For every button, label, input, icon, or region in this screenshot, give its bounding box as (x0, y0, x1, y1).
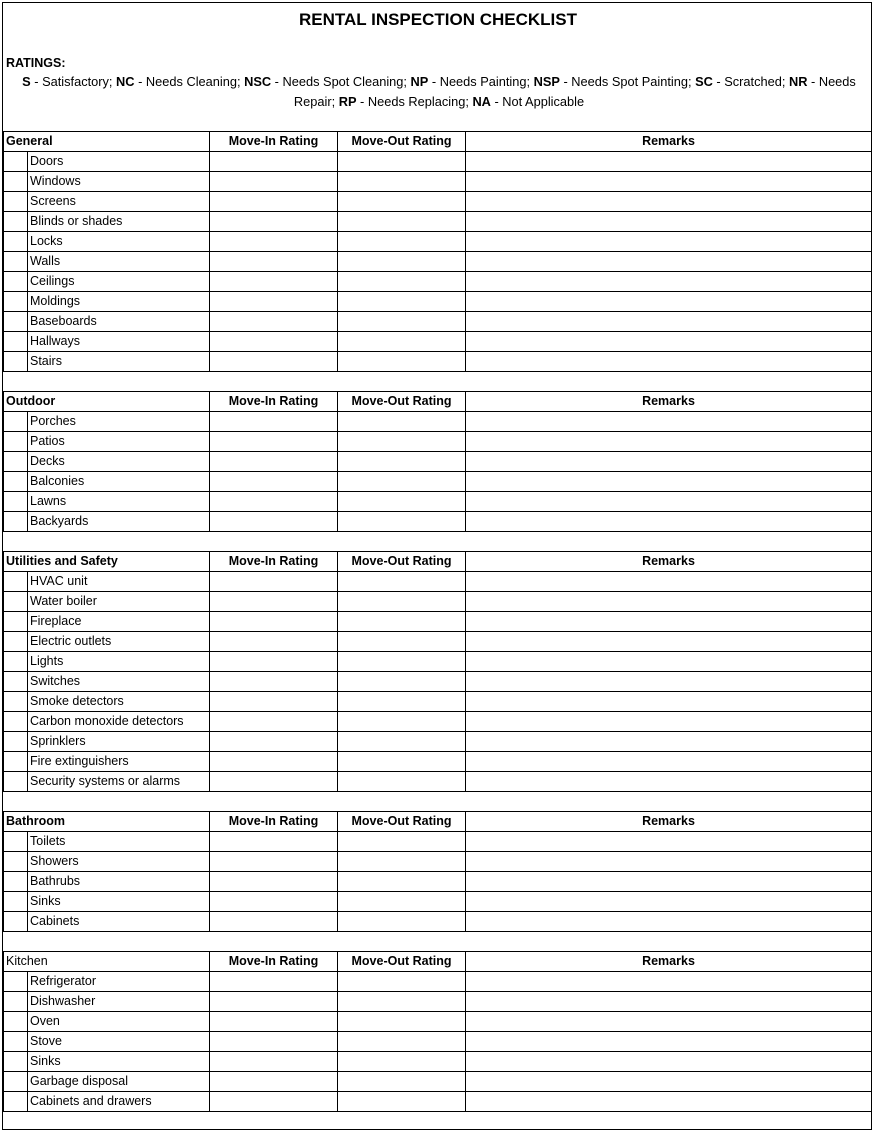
section-header-row (4, 812, 872, 832)
item-label: Backyards (28, 512, 210, 532)
table-row (4, 172, 872, 192)
move-in-rating-header: Move-In Rating (210, 952, 338, 972)
move-in-rating-cell[interactable] (210, 652, 338, 672)
item-label: Showers (28, 852, 210, 872)
item-label: Cabinets and drawers (28, 1092, 210, 1112)
move-out-rating-cell[interactable] (338, 752, 466, 772)
checklist-sheet (2, 2, 872, 1130)
item-label: Windows (28, 172, 210, 192)
table-row (4, 192, 872, 212)
remarks-cell[interactable] (466, 612, 872, 632)
move-out-rating-cell[interactable] (338, 312, 466, 332)
move-in-rating-cell[interactable] (210, 432, 338, 452)
table-row (4, 872, 872, 892)
row-indent-cell (4, 572, 28, 592)
move-in-rating-cell[interactable] (210, 892, 338, 912)
row-indent-cell (4, 872, 28, 892)
item-label: Electric outlets (28, 632, 210, 652)
table-row (4, 652, 872, 672)
legend-code: SC (695, 74, 713, 89)
item-label: Decks (28, 452, 210, 472)
remarks-cell[interactable] (466, 852, 872, 872)
move-in-rating-header: Move-In Rating (210, 132, 338, 152)
move-in-rating-header: Move-In Rating (210, 392, 338, 412)
item-label: Bathrubs (28, 872, 210, 892)
table-row (4, 232, 872, 252)
item-label: Stove (28, 1032, 210, 1052)
move-out-rating-cell[interactable] (338, 172, 466, 192)
item-label: Sinks (28, 892, 210, 912)
row-indent-cell (4, 352, 28, 372)
move-in-rating-cell[interactable] (210, 912, 338, 932)
move-in-rating-cell[interactable] (210, 212, 338, 232)
table-row (4, 492, 872, 512)
remarks-cell[interactable] (466, 632, 872, 652)
legend-description: - Needs Replacing; (356, 94, 473, 109)
move-in-rating-cell[interactable] (210, 972, 338, 992)
table-row (4, 1072, 872, 1092)
remarks-cell[interactable] (466, 732, 872, 752)
move-in-rating-cell[interactable] (210, 632, 338, 652)
legend-description: - Needs Spot Cleaning; (271, 74, 411, 89)
legend-description: - Scratched; (712, 74, 789, 89)
item-label: Hallways (28, 332, 210, 352)
remarks-cell[interactable] (466, 432, 872, 452)
spacer-cell (4, 532, 872, 552)
row-indent-cell (4, 452, 28, 472)
row-indent-cell (4, 192, 28, 212)
row-indent-cell (4, 512, 28, 532)
section-spacer-row (4, 372, 872, 392)
remarks-cell[interactable] (466, 872, 872, 892)
remarks-cell[interactable] (466, 992, 872, 1012)
move-out-rating-header: Move-Out Rating (338, 392, 466, 412)
table-row (4, 292, 872, 312)
move-out-rating-cell[interactable] (338, 992, 466, 1012)
legend-code: NR (788, 74, 808, 89)
row-indent-cell (4, 592, 28, 612)
table-row (4, 992, 872, 1012)
table-row (4, 752, 872, 772)
move-out-rating-cell[interactable] (338, 1012, 466, 1032)
section-title: Utilities and Safety (4, 552, 210, 572)
move-in-rating-cell[interactable] (210, 232, 338, 252)
inspection-table (3, 131, 872, 1130)
table-row (4, 712, 872, 732)
item-label: Moldings (28, 292, 210, 312)
spacer-cell (4, 372, 872, 392)
section-title: Kitchen (4, 952, 210, 972)
move-out-rating-cell[interactable] (338, 912, 466, 932)
remarks-header: Remarks (466, 392, 872, 412)
remarks-cell[interactable] (466, 252, 872, 272)
move-in-rating-cell[interactable] (210, 572, 338, 592)
move-out-rating-cell[interactable] (338, 712, 466, 732)
section-title: Bathroom (4, 812, 210, 832)
table-row (4, 1052, 872, 1072)
section-spacer-row (4, 532, 872, 552)
row-indent-cell (4, 972, 28, 992)
move-in-rating-cell[interactable] (210, 612, 338, 632)
move-out-rating-cell[interactable] (338, 1072, 466, 1092)
table-row (4, 272, 872, 292)
table-row (4, 592, 872, 612)
remarks-cell[interactable] (466, 712, 872, 732)
row-indent-cell (4, 312, 28, 332)
move-in-rating-cell[interactable] (210, 772, 338, 792)
move-in-rating-header: Move-In Rating (210, 812, 338, 832)
table-row (4, 412, 872, 432)
table-row (4, 312, 872, 332)
row-indent-cell (4, 912, 28, 932)
legend-code: NSP (533, 74, 560, 89)
move-in-rating-cell[interactable] (210, 452, 338, 472)
move-out-rating-cell[interactable] (338, 292, 466, 312)
item-label: Dishwasher (28, 992, 210, 1012)
item-label: Screens (28, 192, 210, 212)
move-in-rating-cell[interactable] (210, 472, 338, 492)
move-out-rating-cell[interactable] (338, 692, 466, 712)
table-row (4, 472, 872, 492)
row-indent-cell (4, 612, 28, 632)
row-indent-cell (4, 1012, 28, 1032)
remarks-cell[interactable] (466, 1072, 872, 1092)
item-label: Carbon monoxide detectors (28, 712, 210, 732)
row-indent-cell (4, 832, 28, 852)
move-in-rating-cell[interactable] (210, 492, 338, 512)
spacer-cell (4, 1112, 872, 1131)
move-out-rating-cell[interactable] (338, 432, 466, 452)
move-out-rating-cell[interactable] (338, 612, 466, 632)
remarks-cell[interactable] (466, 912, 872, 932)
table-row (4, 452, 872, 472)
item-label: Lights (28, 652, 210, 672)
section-title: Outdoor (4, 392, 210, 412)
row-indent-cell (4, 992, 28, 1012)
move-out-rating-header: Move-Out Rating (338, 552, 466, 572)
move-out-rating-cell[interactable] (338, 452, 466, 472)
move-out-rating-cell[interactable] (338, 632, 466, 652)
move-in-rating-cell[interactable] (210, 832, 338, 852)
item-label: Water boiler (28, 592, 210, 612)
row-indent-cell (4, 212, 28, 232)
move-in-rating-cell[interactable] (210, 992, 338, 1012)
item-label: Switches (28, 672, 210, 692)
remarks-cell[interactable] (466, 512, 872, 532)
spacer-cell (4, 932, 872, 952)
table-row (4, 972, 872, 992)
row-indent-cell (4, 332, 28, 352)
move-in-rating-cell[interactable] (210, 192, 338, 212)
item-label: Fire extinguishers (28, 752, 210, 772)
row-indent-cell (4, 1032, 28, 1052)
table-row (4, 1032, 872, 1052)
move-out-rating-cell[interactable] (338, 852, 466, 872)
move-out-rating-cell[interactable] (338, 352, 466, 372)
section-header-row (4, 392, 872, 412)
move-in-rating-cell[interactable] (210, 272, 338, 292)
remarks-cell[interactable] (466, 412, 872, 432)
row-indent-cell (4, 152, 28, 172)
table-row (4, 332, 872, 352)
table-row (4, 512, 872, 532)
row-indent-cell (4, 232, 28, 252)
table-row (4, 732, 872, 752)
move-out-rating-cell[interactable] (338, 1032, 466, 1052)
move-out-rating-cell[interactable] (338, 192, 466, 212)
table-row (4, 832, 872, 852)
row-indent-cell (4, 1052, 28, 1072)
move-in-rating-cell[interactable] (210, 1032, 338, 1052)
legend-code: NSC (244, 74, 272, 89)
move-in-rating-cell[interactable] (210, 352, 338, 372)
remarks-cell[interactable] (466, 352, 872, 372)
row-indent-cell (4, 432, 28, 452)
remarks-cell[interactable] (466, 832, 872, 852)
move-in-rating-cell[interactable] (210, 1052, 338, 1072)
row-indent-cell (4, 752, 28, 772)
item-label: Toilets (28, 832, 210, 852)
row-indent-cell (4, 672, 28, 692)
move-in-rating-cell[interactable] (210, 292, 338, 312)
move-out-rating-header: Move-Out Rating (338, 132, 466, 152)
item-label: Sinks (28, 1052, 210, 1072)
move-in-rating-cell[interactable] (210, 592, 338, 612)
move-in-rating-cell[interactable] (210, 872, 338, 892)
move-out-rating-header: Move-Out Rating (338, 812, 466, 832)
item-label: Porches (28, 412, 210, 432)
row-indent-cell (4, 712, 28, 732)
legend-code: NP (410, 74, 429, 89)
table-row (4, 432, 872, 452)
table-row (4, 1092, 872, 1112)
item-label: Garbage disposal (28, 1072, 210, 1092)
move-out-rating-cell[interactable] (338, 592, 466, 612)
item-label: Lawns (28, 492, 210, 512)
move-in-rating-cell[interactable] (210, 732, 338, 752)
row-indent-cell (4, 852, 28, 872)
legend-description: - Not Applicable (490, 94, 585, 109)
section-spacer-row (4, 932, 872, 952)
table-row (4, 1012, 872, 1032)
remarks-cell[interactable] (466, 1052, 872, 1072)
move-in-rating-cell[interactable] (210, 312, 338, 332)
remarks-cell[interactable] (466, 312, 872, 332)
remarks-cell[interactable] (466, 972, 872, 992)
remarks-cell[interactable] (466, 452, 872, 472)
table-row (4, 692, 872, 712)
remarks-cell[interactable] (466, 192, 872, 212)
row-indent-cell (4, 412, 28, 432)
move-in-rating-cell[interactable] (210, 172, 338, 192)
item-label: Sprinklers (28, 732, 210, 752)
move-in-rating-cell[interactable] (210, 712, 338, 732)
table-row (4, 152, 872, 172)
item-label: Patios (28, 432, 210, 452)
remarks-cell[interactable] (466, 772, 872, 792)
section-spacer-row (4, 792, 872, 812)
move-in-rating-cell[interactable] (210, 252, 338, 272)
move-in-rating-header: Move-In Rating (210, 552, 338, 572)
move-out-rating-cell[interactable] (338, 512, 466, 532)
move-in-rating-cell[interactable] (210, 1072, 338, 1092)
move-out-rating-cell[interactable] (338, 212, 466, 232)
remarks-cell[interactable] (466, 332, 872, 352)
remarks-cell[interactable] (466, 292, 872, 312)
move-out-rating-cell[interactable] (338, 492, 466, 512)
table-row (4, 632, 872, 652)
remarks-header: Remarks (466, 812, 872, 832)
item-label: Stairs (28, 352, 210, 372)
remarks-header: Remarks (466, 132, 872, 152)
move-out-rating-cell[interactable] (338, 1052, 466, 1072)
row-indent-cell (4, 892, 28, 912)
remarks-cell[interactable] (466, 1012, 872, 1032)
table-row (4, 772, 872, 792)
move-in-rating-cell[interactable] (210, 152, 338, 172)
remarks-cell[interactable] (466, 692, 872, 712)
remarks-cell[interactable] (466, 152, 872, 172)
remarks-cell[interactable] (466, 592, 872, 612)
item-label: Ceilings (28, 272, 210, 292)
remarks-cell[interactable] (466, 672, 872, 692)
row-indent-cell (4, 472, 28, 492)
remarks-cell[interactable] (466, 752, 872, 772)
item-label: Refrigerator (28, 972, 210, 992)
item-label: Balconies (28, 472, 210, 492)
remarks-cell[interactable] (466, 1032, 872, 1052)
move-out-rating-cell[interactable] (338, 832, 466, 852)
move-in-rating-cell[interactable] (210, 852, 338, 872)
row-indent-cell (4, 1072, 28, 1092)
remarks-header: Remarks (466, 952, 872, 972)
move-out-rating-cell[interactable] (338, 152, 466, 172)
remarks-cell[interactable] (466, 212, 872, 232)
row-indent-cell (4, 252, 28, 272)
table-row (4, 252, 872, 272)
move-out-rating-cell[interactable] (338, 572, 466, 592)
section-title: General (4, 132, 210, 152)
move-in-rating-cell[interactable] (210, 1092, 338, 1112)
remarks-cell[interactable] (466, 492, 872, 512)
move-out-rating-header: Move-Out Rating (338, 952, 466, 972)
item-label: Smoke detectors (28, 692, 210, 712)
item-label: Blinds or shades (28, 212, 210, 232)
item-label: Security systems or alarms (28, 772, 210, 792)
legend-code: S (22, 74, 31, 89)
move-out-rating-cell[interactable] (338, 652, 466, 672)
table-row (4, 612, 872, 632)
move-in-rating-cell[interactable] (210, 692, 338, 712)
remarks-cell[interactable] (466, 232, 872, 252)
page-title: RENTAL INSPECTION CHECKLIST (299, 10, 577, 29)
legend-description: - Satisfactory; (30, 74, 117, 89)
table-row (4, 212, 872, 232)
item-label: Locks (28, 232, 210, 252)
move-in-rating-cell[interactable] (210, 1012, 338, 1032)
legend-code: NA (472, 94, 491, 109)
row-indent-cell (4, 652, 28, 672)
legend-code: NC (116, 74, 135, 89)
move-out-rating-cell[interactable] (338, 672, 466, 692)
section-header-row (4, 552, 872, 572)
move-out-rating-cell[interactable] (338, 1092, 466, 1112)
row-indent-cell (4, 492, 28, 512)
move-out-rating-cell[interactable] (338, 332, 466, 352)
item-label: HVAC unit (28, 572, 210, 592)
remarks-cell[interactable] (466, 572, 872, 592)
table-row (4, 352, 872, 372)
row-indent-cell (4, 292, 28, 312)
table-row (4, 672, 872, 692)
move-out-rating-cell[interactable] (338, 412, 466, 432)
row-indent-cell (4, 732, 28, 752)
move-out-rating-cell[interactable] (338, 252, 466, 272)
table-row (4, 572, 872, 592)
remarks-cell[interactable] (466, 892, 872, 912)
remarks-cell[interactable] (466, 1092, 872, 1112)
remarks-cell[interactable] (466, 172, 872, 192)
move-out-rating-cell[interactable] (338, 272, 466, 292)
remarks-cell[interactable] (466, 272, 872, 292)
move-out-rating-cell[interactable] (338, 732, 466, 752)
move-out-rating-cell[interactable] (338, 972, 466, 992)
section-header-row (4, 952, 872, 972)
item-label: Doors (28, 152, 210, 172)
table-row (4, 852, 872, 872)
move-in-rating-cell[interactable] (210, 512, 338, 532)
row-indent-cell (4, 692, 28, 712)
move-in-rating-cell[interactable] (210, 332, 338, 352)
remarks-cell[interactable] (466, 472, 872, 492)
remarks-cell[interactable] (466, 652, 872, 672)
item-label: Walls (28, 252, 210, 272)
row-indent-cell (4, 172, 28, 192)
move-out-rating-cell[interactable] (338, 232, 466, 252)
item-label: Fireplace (28, 612, 210, 632)
item-label: Oven (28, 1012, 210, 1032)
ratings-label: RATINGS: (6, 56, 66, 70)
row-indent-cell (4, 1092, 28, 1112)
legend-code: RP (338, 94, 357, 109)
legend-description: - Needs Painting; (428, 74, 534, 89)
table-row (4, 912, 872, 932)
remarks-header: Remarks (466, 552, 872, 572)
row-indent-cell (4, 772, 28, 792)
move-in-rating-cell[interactable] (210, 672, 338, 692)
legend-description: - Needs Spot Painting; (559, 74, 696, 89)
row-indent-cell (4, 272, 28, 292)
move-out-rating-cell[interactable] (338, 772, 466, 792)
item-label: Cabinets (28, 912, 210, 932)
row-indent-cell (4, 632, 28, 652)
spacer-cell (4, 792, 872, 812)
table-row (4, 892, 872, 912)
move-out-rating-cell[interactable] (338, 472, 466, 492)
move-in-rating-cell[interactable] (210, 752, 338, 772)
legend-description: - Needs Repair; (293, 74, 856, 109)
item-label: Baseboards (28, 312, 210, 332)
legend-description: - Needs Cleaning; (134, 74, 245, 89)
section-spacer-row (4, 1112, 872, 1131)
ratings-legend (7, 72, 871, 112)
move-out-rating-cell[interactable] (338, 872, 466, 892)
section-header-row (4, 132, 872, 152)
move-in-rating-cell[interactable] (210, 412, 338, 432)
move-out-rating-cell[interactable] (338, 892, 466, 912)
